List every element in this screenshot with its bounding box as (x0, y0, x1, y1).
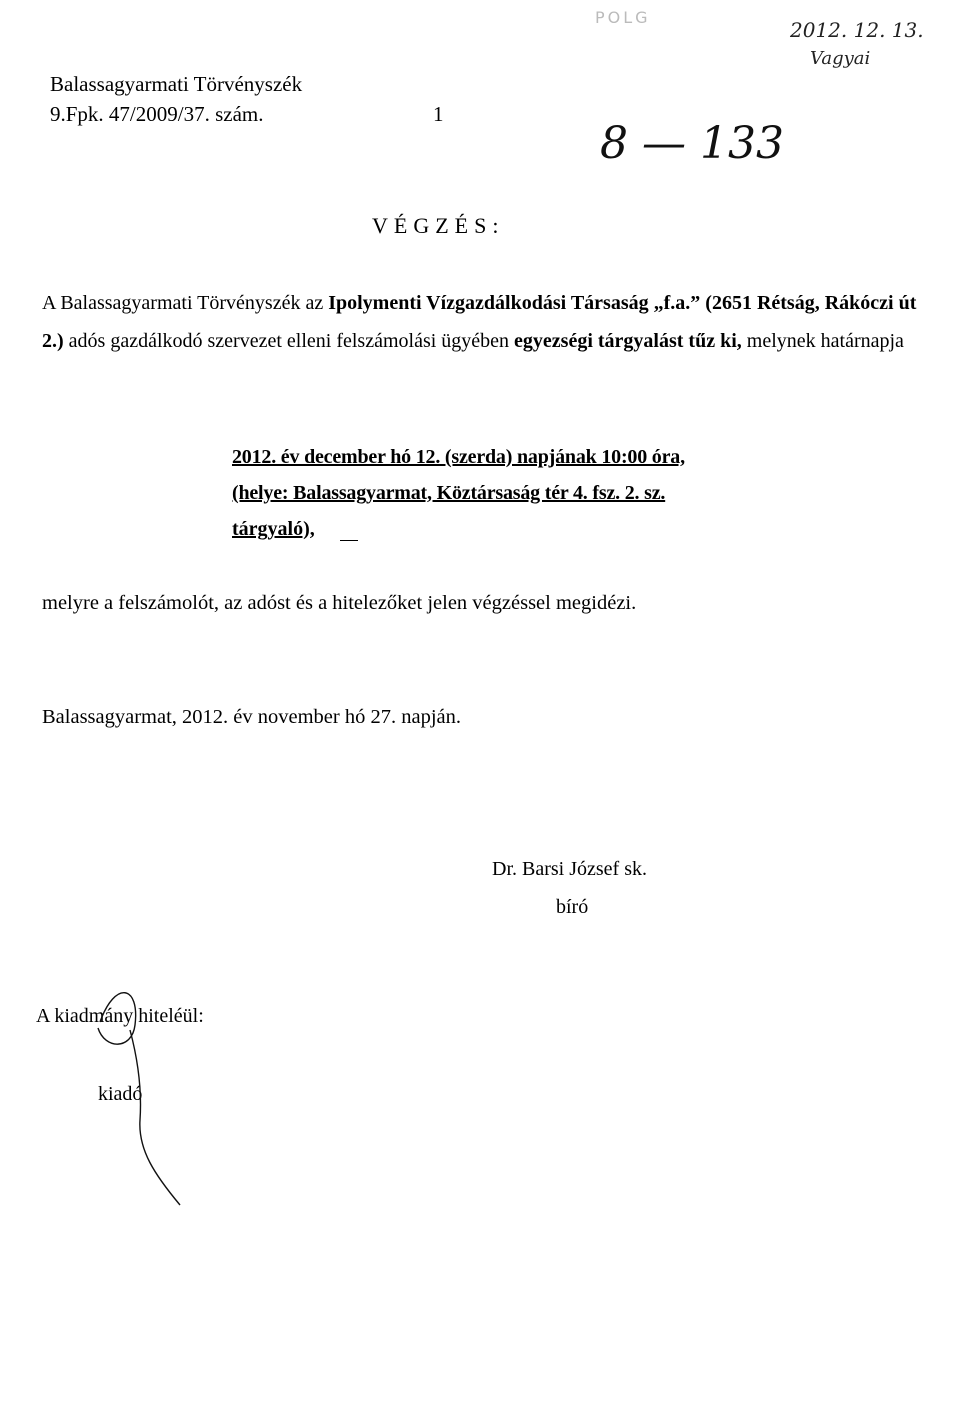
summons-paragraph: melyre a felszámolót, az adóst és a hitelezőket jelen végzéssel megidézi. (42, 592, 637, 614)
handwritten-reference: 8 — 133 (600, 118, 784, 169)
faint-stamp-text: POLG (595, 8, 651, 27)
paragraph-text: A Balassagyarmati Törvényszék az (42, 292, 329, 314)
hearing-date: 2012. év december hó 12. (szerda) napjának 10:00 óra, (232, 446, 685, 468)
hearing-phrase: egyezségi tárgyalást tűz ki, (514, 330, 742, 352)
underline-rule (340, 540, 358, 541)
handwritten-signature (60, 980, 200, 1210)
judge-name: Dr. Barsi József sk. (492, 858, 647, 880)
handwritten-date: 2012. 12. 13. (790, 18, 924, 42)
page-number: 1 (433, 102, 444, 126)
case-number: 9.Fpk. 47/2009/37. szám. (50, 102, 264, 126)
company-name: Ipolymenti Vízgazdálkodási Társaság „f.a.” (2651 Rétság, Rákóczi út 2.) (42, 292, 917, 352)
attestation-label: A kiadmány hiteléül: (36, 1005, 204, 1027)
hearing-location: (helye: Balassagyarmat, Köztársaság tér 4. fsz. 2. sz. (232, 482, 666, 504)
handwritten-initials: Vagyai (810, 48, 871, 69)
paragraph-text: adós gazdálkodó szervezet elleni felszámolási ügyében (63, 330, 515, 352)
attestation-issuer: kiadó (98, 1083, 143, 1105)
main-paragraph (42, 284, 922, 360)
court-name: Balassagyarmati Törvényszék (50, 72, 303, 96)
paragraph-text: melynek határnapja (741, 330, 904, 352)
date-place: Balassagyarmat, 2012. év november hó 27. napján. (42, 706, 461, 728)
document-title: VÉGZÉS: (372, 213, 505, 238)
judge-role: bíró (556, 896, 589, 918)
hearing-room: tárgyaló), (232, 518, 315, 540)
